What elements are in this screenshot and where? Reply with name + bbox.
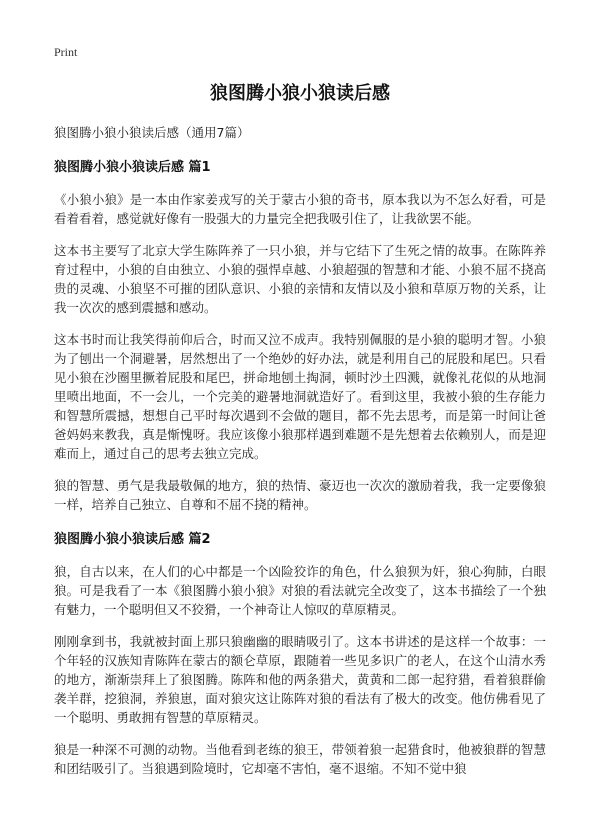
paragraph: 这本书主要写了北京大学生陈阵养了一只小狼，并与它结下了生死之情的故事。在陈阵养育过程中，小狼的自由独立、小狼的强悍卓越、小狼超强的智慧和才能、小狼不屈不挠高贵的灵魂、小狼坚不可摧的团队意识、小狼的亲情和友情以及小狼和草原万物的关系，让我一次次的感到震撼和感动。	[54, 243, 546, 315]
paragraph: 狼的智慧、勇气是我最敬佩的地方，狼的热情、豪迈也一次次的激励着我，我一定要像狼一样，培养自己独立、自尊和不屈不挠的精神。	[54, 478, 546, 512]
paragraph: 狼，自古以来，在人们的心中都是一个凶险狡诈的角色，什么狼狈为奸，狼心狗肺，白眼狼。可是我看了一本《狼图腾小狼小狼》对狼的看法就完全改变了，这本书描绘了一个独有魅力，一个聪明但又不狡猾，一个神奇让人惊叹的草原精灵。	[54, 564, 546, 617]
section-heading: 狼图腾小狼小狼读后感 篇1	[54, 160, 211, 175]
section-1	[54, 159, 546, 514]
paragraph: 这本书时而让我笑得前仰后合，时而又泣不成声。我特别佩服的是小狼的聪明才智。小狼为了刨出一个洞避暑，居然想出了一个绝妙的好办法，就是利用自己的屁股和尾巴。只看见小狼在沙圈里撅着屁股和尾巴，拼命地刨土掏洞，顿时沙土四溅，就像礼花似的从地洞里喷出地面，不一会儿，一个完美的避暑地洞就造好了。看到这里，我被小狼的生存能力和智慧所震撼，想想自己平时每次遇到不会做的题目，都不先去思考，而是第一时间让爸爸妈妈来教我，真是惭愧呀。我应该像小狼那样遇到难题不是先想着去依赖别人，而是迎难而上，通过自己的思考去独立完成。	[54, 332, 546, 461]
page-title: 狼图腾小狼小狼读后感	[210, 83, 390, 104]
document-subtitle: 狼图腾小狼小狼读后感（通用7篇）	[54, 125, 250, 140]
paragraph: 狼是一种深不可测的动物。当他看到老练的狼王，带领着狼一起猎食时，他被狼群的智慧和团结吸引了。当狼遇到险境时，它却毫不害怕，毫不退缩。不知不觉中狼	[54, 742, 546, 776]
section-heading: 狼图腾小狼小狼读后感 篇2	[54, 532, 211, 547]
print-link[interactable]: Print	[54, 45, 78, 59]
section-2	[54, 531, 546, 778]
paragraph: 刚刚拿到书，我就被封面上那只狼幽幽的眼睛吸引了。这本书讲述的是这样一个故事：一个年轻的汉族知青陈阵在蒙古的额仑草原，跟随着一些见多识广的老人，在这个山清水秀的地方，渐渐崇拜上了狼图腾。陈阵和他的两条猎犬，黄黄和二郎一起狩猎，看着狼群偷袭羊群，挖狼洞，养狼崽，面对狼灾这让陈阵对狼的看法有了极大的改变。他仿佛看见了一个聪明、勇敢拥有智慧的草原精灵。	[54, 634, 546, 725]
paragraph: 《小狼小狼》是一本由作家姜戎写的关于蒙古小狼的奇书，原本我以为不怎么好看，可是看着看着，感觉就好像有一股强大的力量完全把我吸引住了，让我欲罢不能。	[54, 192, 546, 226]
